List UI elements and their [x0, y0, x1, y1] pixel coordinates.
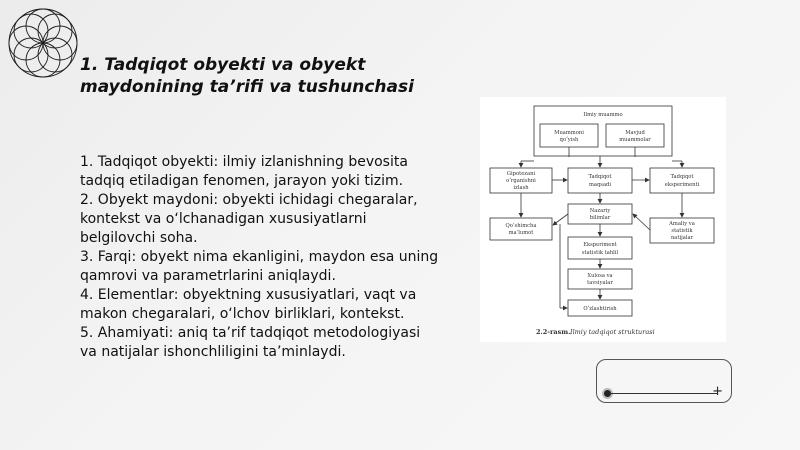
diagram-text: Tadqiqot — [670, 174, 694, 180]
diagram-text: qo‘yish — [559, 137, 579, 143]
diagram-text: tavsiyalar — [587, 280, 613, 286]
playback-track[interactable] — [611, 393, 717, 394]
slide-body — [80, 153, 440, 362]
slide-title-line-1: 1. Tadqiqot obyekti va obyekt — [80, 55, 366, 75]
diagram-text: statistik — [671, 228, 693, 234]
diagram-text: bilimlar — [589, 215, 611, 221]
figure-caption-text: Ilmiy tadqiqot strukturasi — [570, 328, 655, 336]
body-item-1: 1. Tadqiqot obyekti: ilmiy izlanishning bevosita tadqiq etiladigan fenomen, jarayon yoki tizim. — [80, 154, 408, 189]
diagram-box-extra-info — [490, 218, 552, 240]
playhead-handle[interactable] — [604, 390, 611, 397]
diagram-text: statistik tahlil — [581, 250, 619, 256]
diagram-text: Amaliy va — [669, 221, 695, 227]
diagram-box-conclusions — [568, 269, 632, 289]
diagram-text: O‘zlashtirish — [583, 306, 617, 312]
body-item-3: 3. Farqi: obyekt nima ekanligini, maydon esa uning qamrovi va parametrlarini aniqlaydi. — [80, 249, 439, 284]
diagram-text: muammolar — [619, 137, 651, 143]
diagram-text: Tadqiqot — [588, 174, 612, 180]
diagram-text: natijalar — [670, 235, 694, 241]
diagram-text: Muammoni — [554, 130, 584, 136]
body-item-2: 2. Obyekt maydoni: obyekti ichidagi chegaralar, kontekst va o‘lchanadigan xususiyatlarni belgilovchi soha. — [80, 192, 418, 246]
diagram-box-goal — [568, 168, 632, 193]
circular-pattern-logo — [4, 4, 82, 82]
diagram-text: o‘rganishni — [506, 178, 536, 184]
figure-caption-number: 2.2-rasm. — [536, 328, 571, 336]
diagram-text: eksperimenti — [664, 182, 700, 188]
slide-title-line-2: maydonining ta’rifi va tushunchasi — [80, 77, 414, 97]
diagram-box-theory — [568, 204, 632, 224]
diagram-text: izlash — [513, 185, 529, 191]
diagram-box-experiment-plan — [650, 168, 714, 193]
diagram-text: Qo‘shimcha — [505, 223, 537, 229]
diagram-text: ma’lumot — [508, 230, 534, 236]
diagram-text: Nazariy — [589, 208, 611, 214]
plus-icon[interactable]: + — [712, 384, 723, 399]
diagram-text: Xulosa va — [587, 273, 613, 279]
diagram-text: Gipotezani — [506, 171, 536, 177]
slide-title — [80, 54, 440, 98]
diagram-text-problem: Ilmiy muammo — [583, 112, 623, 118]
body-item-5: 5. Ahamiyati: aniq ta’rif tadqiqot metodologiyasi va natijalar ishonchliligini ta’minlaydi. — [80, 325, 421, 360]
diagram-text: Eksperiment — [583, 242, 617, 248]
media-player-control[interactable] — [596, 359, 732, 403]
body-item-4: 4. Elementlar: obyektning xususiyatlari, vaqt va makon chegaralari, o‘lchov birliklari, kontekst. — [80, 287, 417, 322]
diagram-text: maqsadi — [588, 182, 612, 188]
diagram-text: Mavjud — [625, 130, 645, 136]
research-structure-diagram — [480, 97, 726, 342]
